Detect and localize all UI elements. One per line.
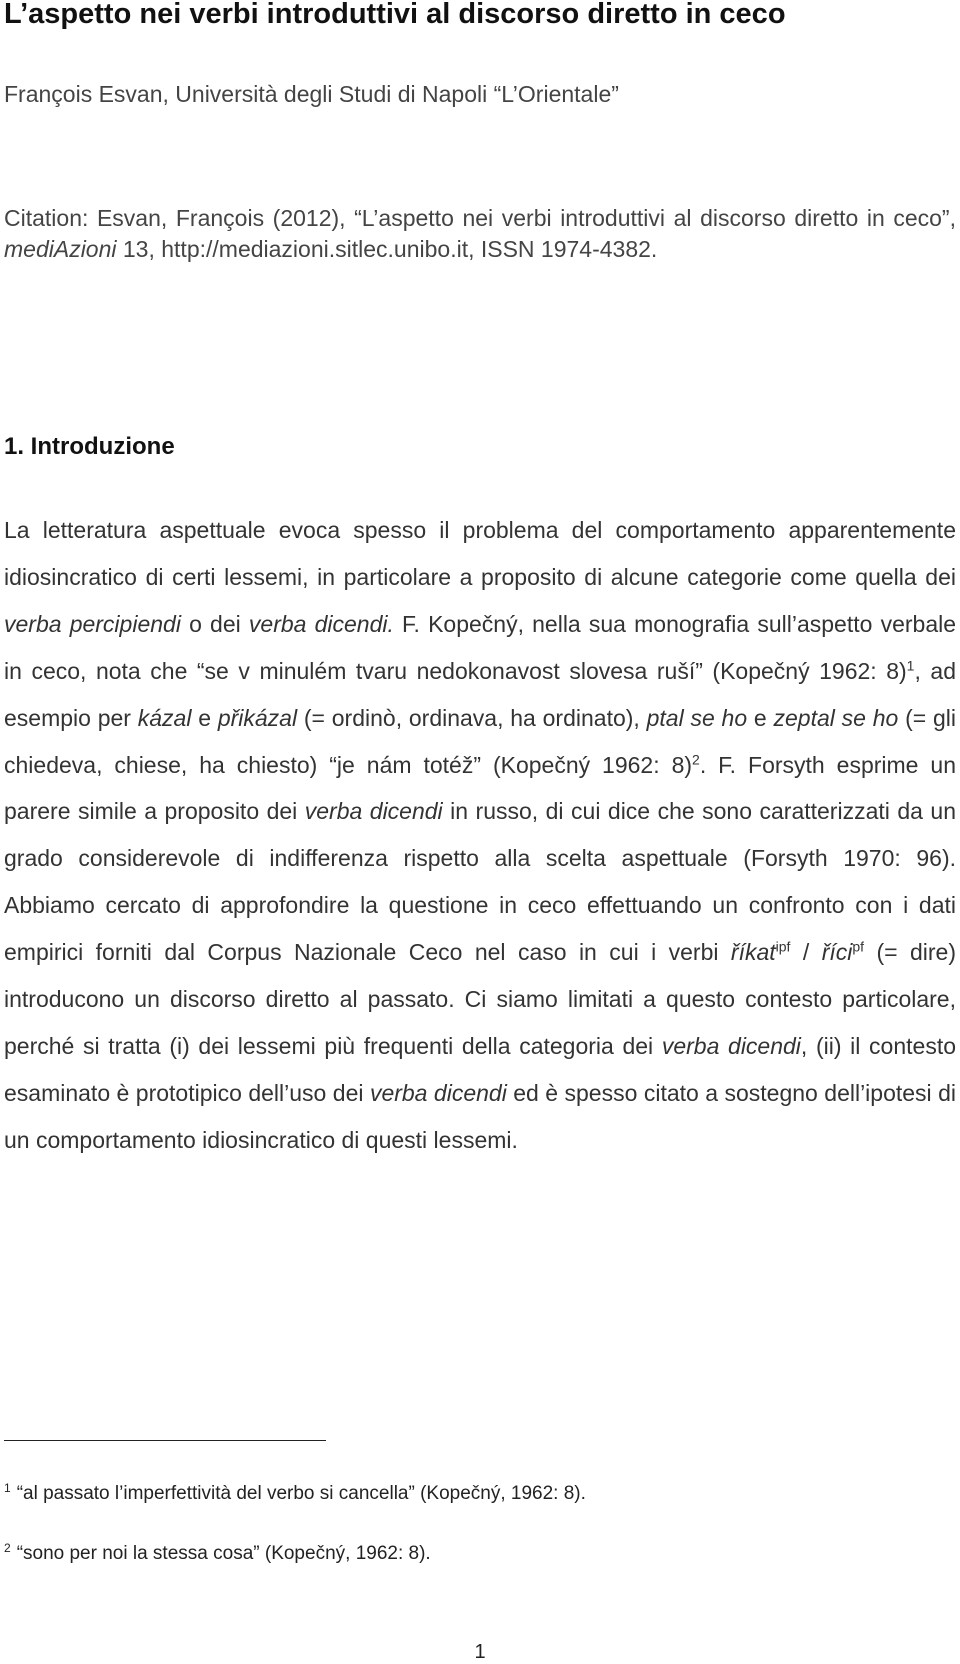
body-paragraph xyxy=(4,507,956,1164)
text-run: in russo, di cui dice che sono caratterizzati da un grado considerevole di indifferenza rispetto alla scelta aspettuale (Forsyth 1970: 96). Abbiamo cercato di approfondire la questione in ceco effettuando un confronto con i dati empirici forniti dal Corpus Nazionale Ceco nel caso in cui i verbi xyxy=(4,798,956,966)
text-run: (= ordinò, ordinava, ha ordinato), xyxy=(297,704,647,731)
italic-term: říkat xyxy=(730,939,776,966)
footnote-ref-1[interactable]: 1 xyxy=(906,657,915,674)
text-run: / xyxy=(790,939,822,966)
paper-title: L’aspetto nei verbi introduttivi al discorso diretto in ceco xyxy=(4,0,786,30)
citation-text: Citation: Esvan, François (2012), “L’aspetto nei verbi introduttivi al discorso diretto in ceco”, xyxy=(4,205,956,231)
author-affiliation: François Esvan, Università degli Studi di Napoli “L’Orientale” xyxy=(4,81,619,107)
italic-term: verba dicendi xyxy=(369,1079,507,1106)
text-run: . F. Forsyth esprime un parere simile a proposito dei xyxy=(4,751,956,825)
text-run: (= dire) introducono un discorso diretto al passato. Ci siamo limitati a questo contesto particolare, perché si tratta (i) dei lessemi più frequenti della categoria dei xyxy=(4,939,957,1059)
text-run: e xyxy=(191,704,218,731)
italic-term: přikázal xyxy=(217,704,298,731)
text-run: , ad esempio per xyxy=(4,657,956,731)
text-run: F. Kopečný, nella sua monografia sull’aspetto verbale in ceco, nota che “se v minulém tvaru nedokonavost slovesa ruší” (Kopečný 1962: 8) xyxy=(4,610,957,684)
italic-term: ptal se ho xyxy=(646,704,748,731)
italic-term: verba percipiendi xyxy=(4,610,181,637)
text-run: o dei xyxy=(180,610,249,637)
section-heading: 1. Introduzione xyxy=(4,433,175,460)
footnote-mark: 1 xyxy=(4,1480,11,1495)
italic-term: říci xyxy=(821,939,853,966)
aspect-superscript: ipf xyxy=(775,938,791,955)
italic-term: verba dicendi xyxy=(304,798,443,825)
footnote-2 xyxy=(4,1541,954,1567)
text-run: La letteratura aspettuale evoca spesso il problema del comportamento apparentemente idiosincratico di certi lessemi, in particolare a proposito di alcune categorie come quella dei xyxy=(4,517,956,590)
text-run: (= gli chiedeva, chiese, ha chiesto) “je nám totéž” (Kopečný 1962: 8) xyxy=(4,704,957,778)
italic-term: verba dicendi. xyxy=(248,610,394,637)
footnote-divider xyxy=(4,1440,326,1441)
page-number: 1 xyxy=(474,1641,486,1663)
footnote-1 xyxy=(4,1481,954,1507)
footnote-text: “sono per noi la stessa cosa” (Kopečný, 1962: 8). xyxy=(16,1543,431,1564)
text-run: e xyxy=(747,704,774,731)
citation-details: 13, http://mediazioni.sitlec.unibo.it, ISSN 1974-4382. xyxy=(116,236,658,262)
footnote-mark: 2 xyxy=(4,1540,11,1555)
text-run: , (ii) il contesto esaminato è prototipico dell’uso dei xyxy=(4,1032,957,1106)
italic-term: kázal xyxy=(137,704,192,731)
aspect-superscript: pf xyxy=(852,938,865,955)
text-run: ed è spesso citato a sostegno dell’ipotesi di un comportamento idiosincratico di questi lessemi. xyxy=(4,1079,957,1153)
italic-term: zeptal se ho xyxy=(773,704,899,731)
citation-journal: mediAzioni xyxy=(4,236,117,262)
footnote-text: “al passato l’imperfettività del verbo si cancella” (Kopečný, 1962: 8). xyxy=(16,1483,586,1504)
footnote-ref-2[interactable]: 2 xyxy=(692,750,700,767)
italic-term: verba dicendi xyxy=(661,1032,801,1059)
citation xyxy=(4,203,956,265)
